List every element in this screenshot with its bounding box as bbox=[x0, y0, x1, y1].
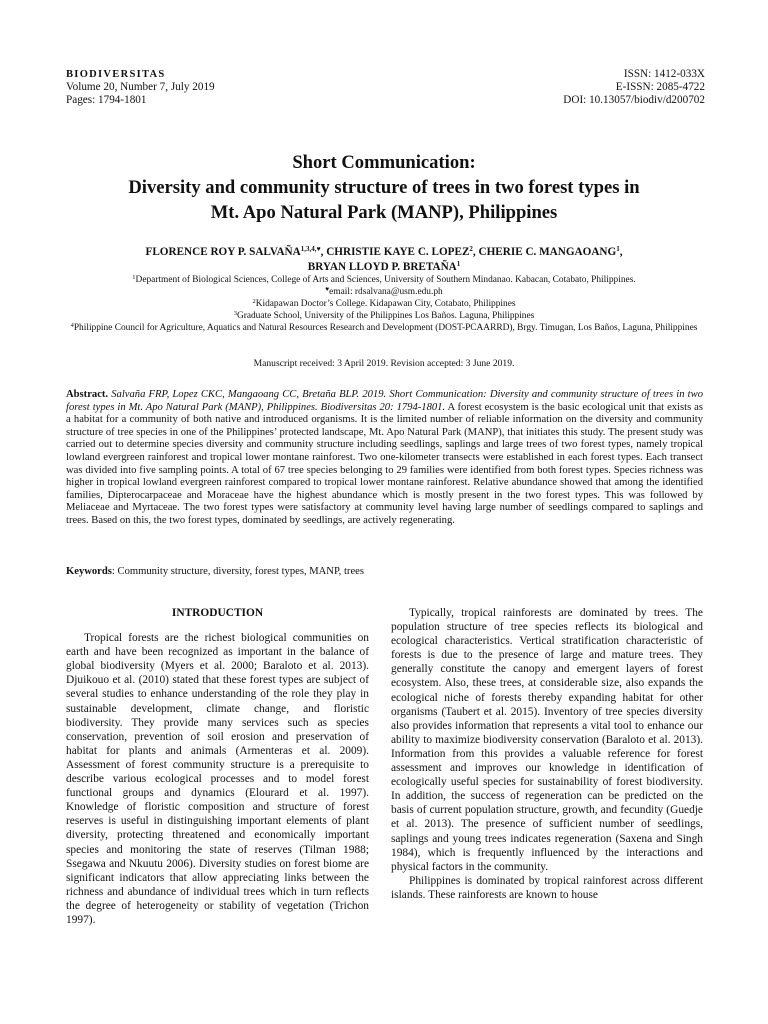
keywords bbox=[66, 566, 703, 577]
author-list bbox=[60, 245, 708, 274]
affiliation-4-text: Philippine Council for Agriculture, Aquatics and Natural Resources Research and Development (DOST-PCAARRD), Brgy. Timugan, Los Baños, Laguna, Philippines bbox=[73, 322, 698, 333]
corresponding-email bbox=[70, 287, 698, 299]
journal-header-left bbox=[66, 68, 215, 108]
affiliation-1 bbox=[70, 275, 698, 287]
journal-pages: Pages: 1794-1801 bbox=[66, 94, 147, 107]
abstract bbox=[66, 389, 703, 528]
intro-paragraph-3: Philippines is dominated by tropical rainforest across different islands. These rainforests are known to house bbox=[391, 874, 703, 901]
affiliation-2 bbox=[70, 299, 698, 311]
intro-paragraph-1: Tropical forests are the richest biological communities on earth and have been recognized as important in the balance of global biodiversity (Myers et al. 2000; Baraloto et al. 2013). Djuikouo et al. (2010) stated that these forest types are subject of several studies to enhance understanding of the role they play in sustainable development, climate change, and floristic biodiversity. They provide many services such as species conservation, prevention of soil erosion and preservation of habitat for plants and animals (Armenteras et al. 2009). Assessment of forest community structure is a prerequisite to describe various ecological processes and to model forest functional groups and dynamics (Elourard et al. 1997). Knowledge of floristic composition and structure of forest reserves is useful in distinguishing important elements of plant diversity, protecting threatened and economically important species and monitoring the state of reserves (Tilman 1988; Ssegawa and Nkuutu 2006). Diversity studies on forest biome are significant indicators that allow appreciating links between the richness and abundance of individual trees which in turn reflects the degree of heterogeneity or stability of vegetation (Trichon 1997). bbox=[66, 632, 369, 926]
left-column bbox=[66, 606, 369, 927]
title-line-3: Mt. Apo Natural Park (MANP), Philippines bbox=[210, 202, 558, 223]
affiliation-3-marker: 3 bbox=[233, 309, 237, 317]
article-title bbox=[40, 150, 728, 225]
affiliation-2-text: Kidapawan Doctor’s College. Kidapawan City, Cotabato, Philippines bbox=[255, 298, 516, 309]
affiliation-3 bbox=[70, 311, 698, 323]
title-line-2: Diversity and community structure of trees in two forest types in bbox=[128, 177, 640, 198]
author-2-affil: 2 bbox=[469, 245, 473, 253]
affiliation-4 bbox=[70, 323, 698, 335]
keywords-label: Keywords bbox=[66, 566, 112, 577]
abstract-label: Abstract. bbox=[66, 389, 109, 400]
affiliations bbox=[70, 275, 698, 335]
author-4: BRYAN LLOYD P. BRETAÑA bbox=[307, 260, 457, 273]
affiliation-4-marker: 4 bbox=[70, 321, 74, 329]
doi: DOI: 10.13057/biodiv/d200702 bbox=[563, 94, 705, 107]
author-4-affil: 1 bbox=[456, 259, 461, 268]
abstract-body: A forest ecosystem is the basic ecological unit that exists as a habitat for a community of both native and introduced organisms. It is the limited number of reliable information on the diversity and community structure of tree species in one of the Philippines’ protected landscape, Mt. Apo Natural Park (MANP), that initiates this study. The present study was carried out to determine species diversity and community structure including seedlings, saplings and large trees of two forest types, namely tropical lowland evergreen rainforest and tropical lower montane rainforest. Two one-kilometer transects were established in each forest types. Each transect was divided into five sampling points. A total of 67 tree species belonging to 29 families were identified from both forest types. Species richness was higher in tropical lowland evergreen rainforest compared to tropical lower montane rainforest. Relative abundance showed that among the identified families, Dipterocarpaceae and Moraceae have the highest abundance which is mostly present in the two forest types. This was followed by Meliaceae and Myrtaceae. The two forest types were satisfactory at community level having large number of seedlings compared to saplings and trees. Based on this, the two forest types, dominated by seedlings, are actively regenerating. bbox=[66, 401, 703, 526]
title-line-1: Short Communication: bbox=[292, 152, 476, 173]
right-column bbox=[391, 606, 703, 902]
manuscript-dates: Manuscript received: 3 April 2019. Revision accepted: 3 June 2019. bbox=[253, 358, 515, 369]
author-1: FLORENCE ROY P. SALVAÑA bbox=[145, 246, 301, 258]
eissn: E-ISSN: 2085-4722 bbox=[615, 81, 705, 94]
abstract-citation: Salvaña FRP, Lopez CKC, Mangaoang CC, Bretaña BLP. 2019. Short Communication: Diversity and community structure of trees in two forest types in Mt. Apo Natural Park (MANP), Philippines. Biodiversitas 20: 1794-1801. bbox=[66, 389, 703, 413]
intro-paragraph-2: Typically, tropical rainforests are dominated by trees. The population structure of tree species reflects its biological and ecological characteristics. Vertical stratification characteristic of forests is due to the presence of large and mature trees. They generally constitute the canopy and emergent layers of forest ecosystem. Also, these trees, at considerable size, also expands the ecological niche of forests thereby expanding habitat for other organisms (Taubert et al. 2015). Inventory of tree species diversity also provides information that represents a vital tool to enhance our ability to maximize biodiversity conservation (Baraloto et al. 2013). Information from this provides a valuable reference for forest assessment and improves our knowledge in identification of ecologically useful species for sustainability of forest biodiversity. In addition, the success of regeneration can be predicted on the basis of current population structure, growth, and fecundity (Guedje et al. 2013). The presence of sufficient number of seedlings, saplings and young trees indicates regeneration (Saxena and Singh 1984), which is frequently influenced by the interactions and physical factors in the community. bbox=[391, 607, 703, 873]
journal-volume: Volume 20, Number 7, July 2019 bbox=[66, 81, 215, 94]
section-heading-introduction: INTRODUCTION bbox=[171, 607, 264, 619]
affiliation-1-marker: 1 bbox=[132, 274, 136, 281]
author-2: , CHRISTIE KAYE C. LOPEZ bbox=[320, 246, 470, 258]
issn: ISSN: 1412-033X bbox=[623, 68, 705, 80]
affiliation-1-text: Department of Biological Sciences, College of Arts and Sciences, University of Southern Mindanao. Kabacan, Cotabato, Philippines. bbox=[135, 275, 636, 285]
journal-name: BIODIVERSITAS bbox=[66, 69, 166, 80]
author-3-affil: 1 bbox=[616, 245, 620, 253]
keywords-text: : Community structure, diversity, forest types, MANP, trees bbox=[111, 566, 364, 577]
author-separator: , bbox=[619, 246, 623, 258]
author-3: , CHERIE C. MANGAOANG bbox=[472, 246, 617, 258]
author-1-affil: 1,3,4,♥ bbox=[300, 245, 321, 253]
journal-header-right bbox=[563, 68, 705, 108]
affiliation-2-marker: 2 bbox=[252, 297, 256, 305]
email-marker: ♥ bbox=[325, 285, 330, 293]
affiliation-3-text: Graduate School, University of the Philippines Los Baños. Laguna, Philippines bbox=[236, 310, 535, 321]
email-text: email: rdsalvana@usm.edu.ph bbox=[329, 286, 443, 297]
